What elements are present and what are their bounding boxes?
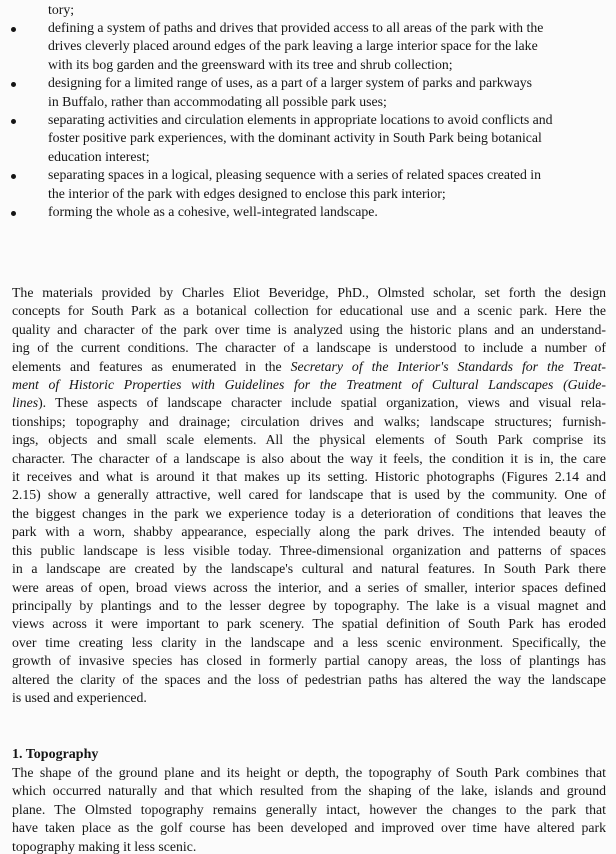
paragraph-line-with-italic <box>12 358 606 376</box>
bullet-text <box>48 166 598 203</box>
bullet-text <box>48 74 598 111</box>
paragraph-line: plane. The Olmsted topography remains generally intact, however the changes to the park that <box>12 801 606 817</box>
bullet-item-uses <box>0 74 616 111</box>
paragraph-line: is used and experienced. <box>12 689 147 705</box>
regular-text: elements and features as enumerated in the <box>12 358 291 374</box>
text-line: defining a system of paths and drives that provided access to all areas of the park with the <box>48 20 544 35</box>
regular-text: ). These aspects of landscape character include spatial organization, views and visual rela- <box>38 395 606 411</box>
paragraph-line: in a landscape are created by the landscape's cultural and natural features. In South Park there <box>12 561 606 577</box>
paragraph-line: quality and character of the park over time is analyzed using the historic plans and an understand- <box>12 321 606 337</box>
secretary-standards-title: Secretary of the Interior's Standards for the Treat- <box>290 358 606 374</box>
bullet-marker <box>11 119 16 124</box>
text-line: forming the whole as a cohesive, well-integrated landscape. <box>48 204 378 220</box>
text-line: drives cleverly placed around edges of the park leaving a large interior space for the lake <box>48 38 538 54</box>
paragraph-line: the biggest changes in the park we experience today is a deterioration of conditions that leaves the <box>12 505 606 521</box>
continued-text: tory; <box>48 2 75 17</box>
paragraph-line: which occurred naturally and that which resulted from the shaping of the lake, islands and ground <box>12 783 606 799</box>
paragraph-line: have taken place as the golf course has been developed and improved over time have altered park <box>12 820 606 836</box>
topography-paragraph <box>12 764 606 854</box>
text-line: in Buffalo, rather than accommodating all possible park uses; <box>48 93 387 109</box>
text-line: the interior of the park with edges designed to enclose this park interior; <box>48 185 446 201</box>
bullet-text <box>48 203 598 221</box>
paragraph-line: over time creating less clarity in the landscape and a less scenic environment. Specifically, the <box>12 634 606 650</box>
paragraph-line: The shape of the ground plane and its height or depth, the topography of South Park combines that <box>12 765 606 780</box>
bullet-marker <box>11 174 16 179</box>
paragraph-line: topography making it less scenic. <box>12 838 197 854</box>
paragraph-line: ings, objects and small scale elements. All the physical elements of South Park comprise its <box>12 432 606 448</box>
bullet-item-activities <box>0 111 616 166</box>
paragraph-line: tionships; topography and drainage; circulation drives and walks; landscape structures; furnish- <box>12 413 606 429</box>
bullet-item-paths <box>0 19 616 74</box>
paragraph-line: were areas of open, broad views across the interior, and a series of smaller, interior spaces defined <box>12 579 606 595</box>
text-line: separating spaces in a logical, pleasing sequence with a series of related spaces created in <box>48 167 542 183</box>
paragraph-line: growth of invasive species has closed in formerly partial canopy areas, the loss of plantings has <box>12 653 606 669</box>
paragraph-line: The materials provided by Charles Eliot Beveridge, PhD., Olmsted scholar, set forth the design <box>12 285 606 300</box>
paragraph-line: it receives and what is around it that makes up its setting. Historic photographs (Figures 2.14 and <box>12 469 606 485</box>
paragraph-line: park with a worn, shabby appearance, especially along the park drives. The intended beauty of <box>12 524 606 540</box>
treatment-guidelines-title: ment of Historic Properties with Guidelines for the Treatment of Cultural Landscapes (Guide- <box>12 377 606 393</box>
text-line: with its bog garden and the greensward with its tree and shrub collection; <box>48 56 453 72</box>
text-line: designing for a limited range of uses, as a part of a larger system of parks and parkways <box>48 75 533 91</box>
bullet-marker <box>11 82 16 87</box>
bullet-item-whole <box>0 203 616 221</box>
paragraph-line: 2.15) show a generally attractive, well cared for landscape that is used by the community. One of <box>12 487 606 503</box>
paragraph-line: views across it were important to park scenery. The spatial definition of South Park has eroded <box>12 616 606 632</box>
paragraph-line <box>12 394 606 412</box>
bullet-text <box>48 19 598 74</box>
paragraph-line: principally by plantings and to the lesser degree by topography. The lake is a visual magnet and <box>12 597 606 613</box>
guidelines-word: lines <box>12 395 39 411</box>
paragraph-line: this public landscape is less visible today. Three-dimensional organization and patterns of spaces <box>12 542 606 558</box>
landscape-character-paragraph <box>12 284 606 707</box>
text-line: foster positive park experiences, with the dominant activity in South Park being botanical <box>48 130 542 146</box>
bullet-marker <box>11 27 16 32</box>
paragraph-line: concepts for South Park as a botanical collection for educational use and a scenic park. Here the <box>12 303 606 319</box>
text-line: separating activities and circulation elements in appropriate locations to avoid conflicts and <box>48 112 553 128</box>
bullet-list <box>0 19 616 221</box>
text-line: education interest; <box>48 148 150 164</box>
paragraph-line: altered the clarity of the spaces and the loss of pedestrian paths has altered the way the landscape <box>12 671 606 687</box>
paragraph-line: ing of the current conditions. The character of a landscape is understood to include a number of <box>12 340 606 356</box>
bullet-item-spaces <box>0 166 616 203</box>
bullet-text <box>48 111 598 166</box>
paragraph-line: character. The character of a landscape is also about the way it feels, the condition it is in, the care <box>12 450 606 466</box>
bullet-marker <box>11 211 16 216</box>
topography-heading: 1. Topography <box>12 747 99 762</box>
